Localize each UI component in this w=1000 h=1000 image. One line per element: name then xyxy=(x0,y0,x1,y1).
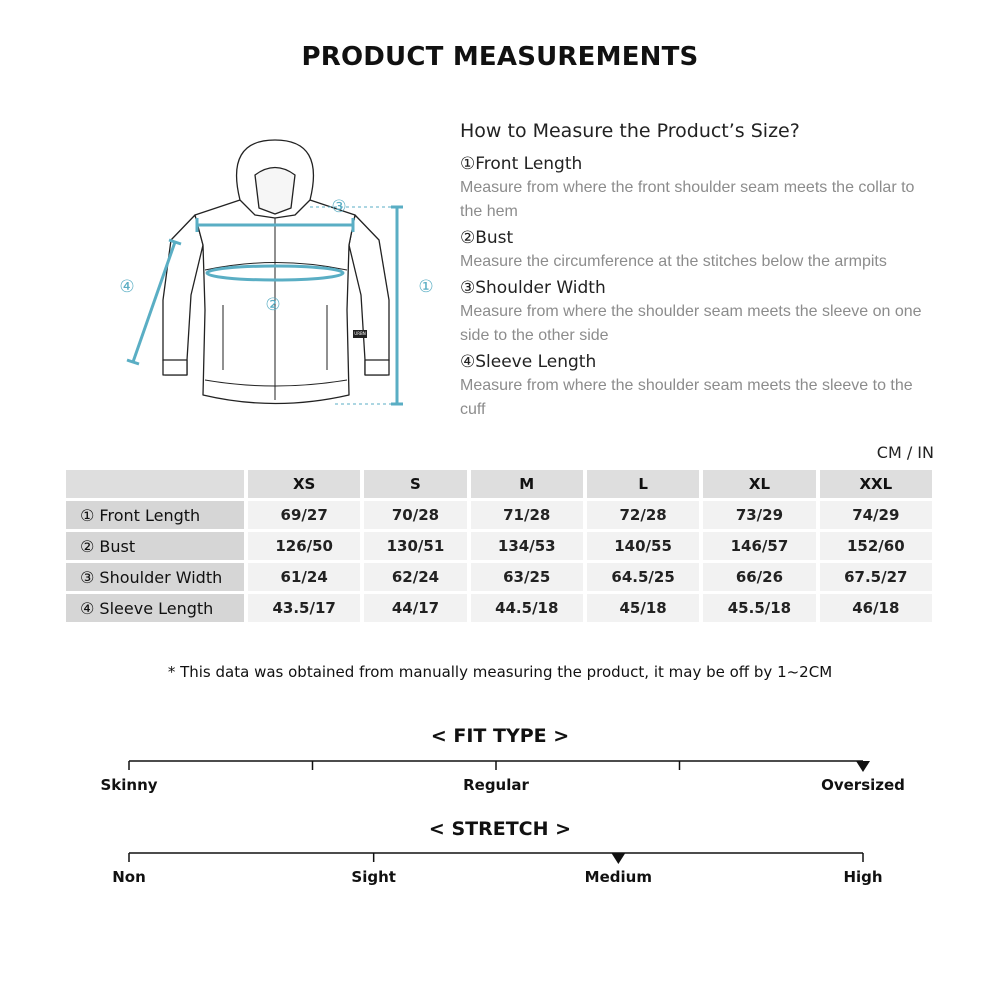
size-table xyxy=(62,467,936,625)
stretch-label: Non xyxy=(112,868,146,886)
table-cell: 62/24 xyxy=(364,563,466,591)
table-cell: 70/28 xyxy=(364,501,466,529)
table-cell: 72/28 xyxy=(587,501,699,529)
marker-4: ④ xyxy=(119,277,135,297)
instruction-name: ②Bust xyxy=(460,228,514,248)
instruction-item xyxy=(460,152,930,224)
row-label: ④ Sleeve Length xyxy=(66,594,244,622)
fit-type-selected-marker xyxy=(856,761,870,772)
measurement-footnote: * This data was obtained from manually measuring the product, it may be off by 1~2CM xyxy=(167,663,833,681)
table-cell: 71/28 xyxy=(471,501,583,529)
hoodie-diagram xyxy=(105,130,445,420)
stretch-label: Medium xyxy=(584,868,652,886)
sleeve-tag-text: URBN xyxy=(354,331,366,336)
table-cell: 146/57 xyxy=(703,532,815,560)
unit-label: CM / IN xyxy=(876,443,934,462)
row-label: ② Bust xyxy=(66,532,244,560)
table-header-row xyxy=(66,470,932,498)
table-cell: 61/24 xyxy=(248,563,360,591)
table-cell: 126/50 xyxy=(248,532,360,560)
measure-instructions xyxy=(460,120,930,424)
table-cell: 64.5/25 xyxy=(587,563,699,591)
size-header: S xyxy=(364,470,466,498)
table-row xyxy=(66,532,932,560)
marker-1: ① xyxy=(418,277,434,297)
size-header: L xyxy=(587,470,699,498)
table-cell: 46/18 xyxy=(820,594,932,622)
table-cell: 43.5/17 xyxy=(248,594,360,622)
instruction-item xyxy=(460,276,930,348)
size-header: M xyxy=(471,470,583,498)
page-title: PRODUCT MEASUREMENTS xyxy=(301,42,699,72)
marker-2: ② xyxy=(265,295,281,315)
table-cell: 74/29 xyxy=(820,501,932,529)
instruction-desc: Measure from where the shoulder seam meets the sleeve on one side to the other side xyxy=(460,303,922,344)
table-cell: 130/51 xyxy=(364,532,466,560)
table-cell: 63/25 xyxy=(471,563,583,591)
row-label: ③ Shoulder Width xyxy=(66,563,244,591)
fit-type-title: < FIT TYPE > xyxy=(430,725,570,747)
instruction-name: ④Sleeve Length xyxy=(460,352,597,372)
marker-3: ③ xyxy=(331,197,347,217)
table-cell: 73/29 xyxy=(703,501,815,529)
row-label: ① Front Length xyxy=(66,501,244,529)
size-header: XL xyxy=(703,470,815,498)
size-header: XXL xyxy=(820,470,932,498)
fit-type-label: Oversized xyxy=(821,776,905,794)
instruction-name: ①Front Length xyxy=(460,154,583,174)
instruction-desc: Measure from where the front shoulder seam meets the collar to the hem xyxy=(460,179,915,220)
table-corner xyxy=(66,470,244,498)
table-row xyxy=(66,501,932,529)
table-cell: 44.5/18 xyxy=(471,594,583,622)
instruction-item xyxy=(460,350,930,422)
table-cell: 134/53 xyxy=(471,532,583,560)
instruction-desc: Measure from where the shoulder seam meets the sleeve to the cuff xyxy=(460,377,913,418)
table-cell: 67.5/27 xyxy=(820,563,932,591)
fit-type-label: Regular xyxy=(463,776,529,794)
table-cell: 152/60 xyxy=(820,532,932,560)
instructions-heading: How to Measure the Product’s Size? xyxy=(460,120,800,142)
stretch-label: High xyxy=(843,868,883,886)
stretch-title: < STRETCH > xyxy=(428,818,572,840)
instruction-desc: Measure the circumference at the stitches below the armpits xyxy=(460,253,887,270)
table-cell: 45.5/18 xyxy=(703,594,815,622)
fit-type-label: Skinny xyxy=(100,776,158,794)
table-cell: 69/27 xyxy=(248,501,360,529)
instruction-name: ③Shoulder Width xyxy=(460,278,606,298)
table-row xyxy=(66,594,932,622)
table-cell: 45/18 xyxy=(587,594,699,622)
table-cell: 44/17 xyxy=(364,594,466,622)
instruction-item xyxy=(460,226,930,274)
stretch-selected-marker xyxy=(611,853,625,864)
table-row xyxy=(66,563,932,591)
size-header: XS xyxy=(248,470,360,498)
table-cell: 66/26 xyxy=(703,563,815,591)
stretch-label: Sight xyxy=(351,868,396,886)
table-cell: 140/55 xyxy=(587,532,699,560)
